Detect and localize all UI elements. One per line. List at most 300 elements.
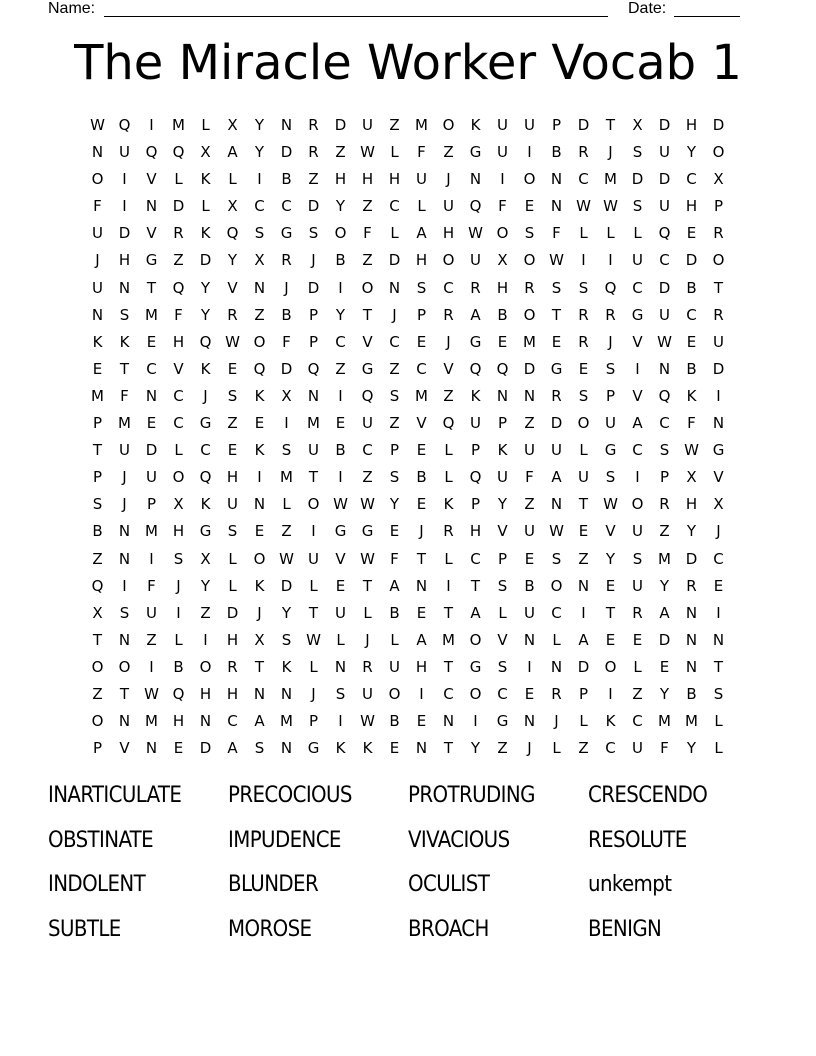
grid-letter: D bbox=[658, 630, 671, 649]
grid-letter: O bbox=[91, 712, 104, 731]
grid-letter: X bbox=[713, 170, 724, 189]
grid-letter: D bbox=[280, 576, 293, 595]
word-list-item: PRECOCIOUS bbox=[228, 783, 352, 808]
grid-letter: N bbox=[685, 630, 698, 649]
grid-letter: X bbox=[713, 495, 724, 514]
grid-letter: U bbox=[362, 414, 373, 433]
grid-letter: C bbox=[389, 332, 400, 351]
grid-letter: B bbox=[335, 441, 346, 460]
grid-letter: G bbox=[361, 522, 374, 541]
grid-letter: D bbox=[712, 359, 725, 378]
word-list-item: OCULIST bbox=[408, 872, 490, 897]
grid-letter: X bbox=[254, 630, 265, 649]
grid-letter: T bbox=[605, 603, 616, 622]
grid-letter: L bbox=[309, 657, 318, 676]
word-list-item: BLUNDER bbox=[228, 872, 319, 897]
grid-letter: Q bbox=[469, 359, 482, 378]
grid-letter: A bbox=[389, 576, 400, 595]
grid-letter: R bbox=[227, 657, 238, 676]
grid-letter: O bbox=[631, 495, 644, 514]
grid-letter: Y bbox=[389, 495, 400, 514]
grid-letter: Q bbox=[604, 278, 617, 297]
grid-letter: E bbox=[578, 359, 589, 378]
grid-letter: V bbox=[146, 170, 157, 189]
grid-letter: L bbox=[633, 657, 642, 676]
grid-letter: T bbox=[605, 116, 616, 134]
grid-letter: Z bbox=[362, 468, 373, 487]
grid-letter: I bbox=[635, 468, 640, 487]
grid-letter: K bbox=[281, 657, 292, 676]
grid-letter: Q bbox=[172, 684, 185, 703]
grid-letter: A bbox=[416, 630, 427, 649]
grid-letter: J bbox=[176, 576, 181, 595]
grid-letter: C bbox=[713, 549, 724, 568]
grid-letter: Z bbox=[362, 251, 373, 270]
grid-letter: I bbox=[500, 170, 505, 189]
grid-letter: C bbox=[443, 278, 454, 297]
grid-letter: L bbox=[201, 116, 210, 134]
grid-letter: T bbox=[362, 305, 373, 324]
grid-letter: I bbox=[122, 170, 127, 189]
grid-letter: S bbox=[281, 441, 292, 460]
grid-letter: W bbox=[576, 197, 591, 216]
grid-letter: Q bbox=[307, 359, 320, 378]
grid-letter: T bbox=[308, 468, 319, 487]
grid-letter: C bbox=[659, 414, 670, 433]
grid-letter: E bbox=[389, 522, 400, 541]
grid-letter: Z bbox=[524, 414, 535, 433]
grid-letter: V bbox=[173, 359, 184, 378]
grid-letter: H bbox=[361, 170, 374, 189]
grid-letter: R bbox=[308, 143, 319, 162]
grid-letter: Z bbox=[443, 386, 454, 405]
grid-letter: L bbox=[579, 224, 588, 243]
grid-letter: B bbox=[686, 359, 697, 378]
word-list-item: CRESCENDO bbox=[588, 783, 708, 808]
grid-letter: I bbox=[122, 576, 127, 595]
grid-letter: J bbox=[311, 251, 316, 270]
grid-letter: X bbox=[254, 251, 265, 270]
grid-letter: Q bbox=[469, 197, 482, 216]
grid-letter: R bbox=[281, 251, 292, 270]
grid-letter: L bbox=[390, 143, 399, 162]
grid-letter: A bbox=[227, 143, 238, 162]
grid-letter: I bbox=[446, 576, 451, 595]
grid-letter: I bbox=[203, 630, 208, 649]
grid-letter: C bbox=[173, 386, 184, 405]
grid-letter: K bbox=[119, 332, 130, 351]
grid-letter: E bbox=[686, 332, 697, 351]
grid-letter: T bbox=[443, 657, 454, 676]
grid-letter: H bbox=[172, 522, 185, 541]
word-list-item: SUBTLE bbox=[48, 916, 121, 942]
grid-letter: O bbox=[712, 143, 725, 162]
grid-letter: Z bbox=[524, 495, 535, 514]
grid-letter: N bbox=[523, 630, 536, 649]
grid-letter: R bbox=[524, 278, 535, 297]
grid-letter: S bbox=[605, 468, 616, 487]
grid-letter: T bbox=[443, 603, 454, 622]
grid-letter: E bbox=[146, 332, 157, 351]
grid-letter: P bbox=[92, 739, 103, 758]
grid-letter: E bbox=[227, 441, 238, 460]
grid-letter: E bbox=[497, 332, 508, 351]
grid-letter: I bbox=[419, 684, 424, 703]
grid-letter: I bbox=[257, 468, 262, 487]
grid-letter: M bbox=[685, 712, 698, 731]
grid-letter: Y bbox=[659, 684, 670, 703]
grid-letter: Y bbox=[281, 603, 292, 622]
grid-letter: N bbox=[550, 495, 563, 514]
grid-letter: N bbox=[415, 576, 428, 595]
grid-letter: C bbox=[470, 549, 481, 568]
grid-letter: F bbox=[687, 414, 696, 433]
grid-letter: W bbox=[279, 549, 294, 568]
grid-letter: T bbox=[119, 359, 130, 378]
grid-letter: Q bbox=[496, 359, 509, 378]
grid-letter: H bbox=[334, 170, 347, 189]
grid-letter: P bbox=[497, 414, 508, 433]
grid-letter: T bbox=[362, 576, 373, 595]
grid-letter: M bbox=[415, 386, 428, 405]
grid-letter: N bbox=[469, 170, 482, 189]
grid-letter: S bbox=[173, 549, 184, 568]
grid-letter: K bbox=[254, 386, 265, 405]
grid-letter: H bbox=[469, 522, 482, 541]
grid-letter: U bbox=[389, 657, 400, 676]
grid-letter: G bbox=[469, 657, 482, 676]
grid-letter: M bbox=[280, 468, 293, 487]
grid-letter: U bbox=[632, 251, 643, 270]
grid-letter: C bbox=[632, 441, 643, 460]
grid-letter: S bbox=[632, 549, 643, 568]
grid-letter: V bbox=[362, 332, 373, 351]
grid-letter: O bbox=[91, 170, 104, 189]
grid-letter: W bbox=[360, 549, 375, 568]
grid-letter: H bbox=[172, 332, 185, 351]
grid-letter: Y bbox=[686, 739, 697, 758]
grid-letter: G bbox=[145, 251, 158, 270]
grid-letter: O bbox=[334, 224, 347, 243]
grid-letter: V bbox=[443, 359, 454, 378]
grid-letter: F bbox=[552, 224, 561, 243]
grid-letter: E bbox=[605, 630, 616, 649]
grid-letter: T bbox=[443, 739, 454, 758]
grid-letter: Z bbox=[389, 414, 400, 433]
grid-letter: N bbox=[712, 630, 725, 649]
grid-letter: H bbox=[199, 684, 212, 703]
grid-letter: W bbox=[657, 332, 672, 351]
grid-letter: V bbox=[416, 414, 427, 433]
grid-letter: A bbox=[470, 603, 481, 622]
grid-letter: U bbox=[416, 170, 427, 189]
grid-letter: J bbox=[95, 251, 100, 270]
grid-letter: Z bbox=[146, 630, 157, 649]
grid-letter: W bbox=[603, 197, 618, 216]
grid-letter: P bbox=[605, 386, 616, 405]
grid-letter: P bbox=[659, 468, 670, 487]
grid-letter: Q bbox=[199, 332, 212, 351]
grid-letter: Z bbox=[335, 143, 346, 162]
grid-letter: F bbox=[120, 386, 129, 405]
grid-letter: S bbox=[713, 684, 724, 703]
grid-letter: E bbox=[254, 522, 265, 541]
grid-letter: B bbox=[416, 468, 427, 487]
grid-letter: R bbox=[173, 224, 184, 243]
grid-letter: H bbox=[172, 712, 185, 731]
grid-letter: N bbox=[307, 386, 320, 405]
grid-letter: S bbox=[119, 603, 130, 622]
grid-letter: G bbox=[469, 143, 482, 162]
grid-letter: O bbox=[307, 495, 320, 514]
grid-letter: Q bbox=[172, 278, 185, 297]
grid-letter: T bbox=[308, 603, 319, 622]
grid-letter: N bbox=[145, 739, 158, 758]
grid-letter: D bbox=[145, 441, 158, 460]
grid-letter: G bbox=[496, 712, 509, 731]
grid-letter: O bbox=[442, 251, 455, 270]
grid-letter: N bbox=[712, 414, 725, 433]
grid-letter: D bbox=[712, 116, 725, 134]
grid-letter: Z bbox=[389, 359, 400, 378]
grid-letter: H bbox=[226, 468, 239, 487]
grid-letter: K bbox=[443, 495, 454, 514]
grid-letter: Y bbox=[470, 739, 481, 758]
grid-letter: I bbox=[122, 197, 127, 216]
grid-letter: U bbox=[362, 684, 373, 703]
grid-letter: D bbox=[685, 549, 698, 568]
grid-letter: S bbox=[227, 386, 238, 405]
grid-letter: D bbox=[307, 278, 320, 297]
grid-letter: Q bbox=[658, 386, 671, 405]
grid-letter: J bbox=[392, 305, 397, 324]
grid-letter: U bbox=[524, 522, 535, 541]
grid-letter: O bbox=[442, 116, 455, 134]
grid-letter: N bbox=[280, 684, 293, 703]
grid-letter: R bbox=[551, 386, 562, 405]
grid-letter: K bbox=[254, 441, 265, 460]
grid-letter: Q bbox=[658, 224, 671, 243]
grid-letter: R bbox=[713, 224, 724, 243]
word-list-item: MOROSE bbox=[228, 916, 312, 942]
grid-letter: E bbox=[389, 739, 400, 758]
grid-letter: B bbox=[551, 143, 562, 162]
grid-letter: C bbox=[578, 170, 589, 189]
word-list-item: BROACH bbox=[408, 916, 489, 942]
grid-letter: G bbox=[361, 359, 374, 378]
grid-letter: V bbox=[146, 224, 157, 243]
grid-letter: N bbox=[523, 712, 536, 731]
grid-letter: E bbox=[146, 414, 157, 433]
grid-letter: X bbox=[200, 549, 211, 568]
grid-letter: N bbox=[118, 549, 131, 568]
grid-letter: J bbox=[608, 332, 613, 351]
grid-letter: L bbox=[336, 630, 345, 649]
grid-letter: U bbox=[659, 305, 670, 324]
grid-letter: L bbox=[606, 224, 615, 243]
grid-letter: O bbox=[523, 170, 536, 189]
grid-letter: S bbox=[551, 549, 562, 568]
grid-letter: W bbox=[549, 251, 564, 270]
grid-letter: Y bbox=[686, 143, 697, 162]
grid-letter: N bbox=[253, 684, 266, 703]
grid-letter: N bbox=[253, 495, 266, 514]
grid-letter: R bbox=[443, 305, 454, 324]
grid-letter: E bbox=[686, 224, 697, 243]
grid-letter: N bbox=[415, 739, 428, 758]
grid-letter: B bbox=[281, 170, 292, 189]
grid-letter: Y bbox=[254, 116, 265, 134]
grid-letter: I bbox=[338, 468, 343, 487]
grid-letter: U bbox=[551, 441, 562, 460]
grid-letter: D bbox=[199, 251, 212, 270]
grid-letter: J bbox=[203, 386, 208, 405]
grid-letter: B bbox=[173, 657, 184, 676]
word-list bbox=[48, 778, 768, 956]
grid-letter: S bbox=[632, 197, 643, 216]
grid-letter: C bbox=[659, 251, 670, 270]
grid-letter: V bbox=[632, 386, 643, 405]
grid-letter: L bbox=[579, 441, 588, 460]
grid-letter: H bbox=[226, 630, 239, 649]
grid-letter: Y bbox=[497, 495, 508, 514]
grid-letter: U bbox=[632, 739, 643, 758]
grid-letter: W bbox=[333, 495, 348, 514]
grid-letter: Q bbox=[253, 359, 266, 378]
grid-letter: E bbox=[524, 549, 535, 568]
grid-letter: I bbox=[581, 603, 586, 622]
grid-letter: M bbox=[658, 549, 671, 568]
grid-letter: N bbox=[685, 657, 698, 676]
grid-letter: D bbox=[172, 197, 185, 216]
grid-letter: E bbox=[227, 359, 238, 378]
grid-letter: B bbox=[686, 278, 697, 297]
grid-letter: H bbox=[415, 657, 428, 676]
grid-letter: K bbox=[362, 739, 373, 758]
grid-letter: T bbox=[92, 441, 103, 460]
grid-letter: Z bbox=[92, 549, 103, 568]
grid-letter: I bbox=[311, 522, 316, 541]
grid-letter: D bbox=[280, 359, 293, 378]
grid-letter: N bbox=[577, 576, 590, 595]
grid-letter: L bbox=[228, 576, 237, 595]
grid-letter: N bbox=[334, 657, 347, 676]
grid-letter: N bbox=[442, 712, 455, 731]
grid-letter: U bbox=[524, 116, 535, 134]
grid-letter: R bbox=[713, 305, 724, 324]
grid-letter: C bbox=[632, 278, 643, 297]
header bbox=[48, 0, 748, 20]
grid-letter: N bbox=[280, 739, 293, 758]
grid-letter: Y bbox=[200, 576, 211, 595]
grid-letter: T bbox=[254, 657, 265, 676]
grid-letter: N bbox=[145, 197, 158, 216]
grid-letter: L bbox=[282, 495, 291, 514]
grid-letter: B bbox=[335, 251, 346, 270]
grid-letter: X bbox=[200, 143, 211, 162]
grid-letter: U bbox=[632, 522, 643, 541]
grid-letter: C bbox=[551, 603, 562, 622]
grid-letter: O bbox=[253, 332, 266, 351]
grid-letter: I bbox=[581, 251, 586, 270]
grid-letter: E bbox=[551, 332, 562, 351]
grid-letter: Y bbox=[659, 576, 670, 595]
grid-letter: G bbox=[469, 332, 482, 351]
grid-letter: I bbox=[149, 549, 154, 568]
grid-letter: N bbox=[145, 386, 158, 405]
grid-letter: Q bbox=[469, 468, 482, 487]
grid-letter: C bbox=[227, 712, 238, 731]
grid-letter: D bbox=[577, 657, 590, 676]
grid-letter: I bbox=[527, 657, 532, 676]
grid-letter: K bbox=[200, 495, 211, 514]
grid-letter: B bbox=[92, 522, 103, 541]
grid-letter: V bbox=[497, 522, 508, 541]
grid-letter: O bbox=[91, 657, 104, 676]
grid-letter: D bbox=[280, 143, 293, 162]
grid-letter: W bbox=[468, 224, 483, 243]
grid-letter: S bbox=[416, 278, 427, 297]
grid-letter: O bbox=[523, 251, 536, 270]
grid-letter: U bbox=[578, 468, 589, 487]
grid-letter: U bbox=[497, 468, 508, 487]
grid-letter: M bbox=[145, 522, 158, 541]
grid-letter: P bbox=[416, 305, 427, 324]
grid-letter: Y bbox=[686, 522, 697, 541]
date-write-line bbox=[674, 16, 740, 17]
grid-letter: I bbox=[257, 170, 262, 189]
grid-letter: V bbox=[119, 739, 130, 758]
grid-letter: L bbox=[444, 468, 453, 487]
grid-letter: J bbox=[554, 712, 559, 731]
grid-letter: G bbox=[199, 414, 212, 433]
grid-letter: L bbox=[309, 576, 318, 595]
grid-letter: H bbox=[685, 495, 698, 514]
grid-letter: I bbox=[473, 712, 478, 731]
grid-letter: A bbox=[659, 603, 670, 622]
grid-letter: J bbox=[311, 684, 316, 703]
grid-letter: L bbox=[363, 603, 372, 622]
grid-letter: J bbox=[257, 603, 262, 622]
grid-letter: V bbox=[605, 522, 616, 541]
grid-letter: E bbox=[416, 712, 427, 731]
grid-letter: I bbox=[338, 278, 343, 297]
grid-letter: I bbox=[338, 712, 343, 731]
grid-letter: G bbox=[280, 224, 293, 243]
grid-letter: O bbox=[550, 576, 563, 595]
grid-letter: Z bbox=[389, 116, 400, 134]
grid-letter: L bbox=[552, 739, 561, 758]
grid-letter: T bbox=[146, 278, 157, 297]
grid-letter: I bbox=[284, 414, 289, 433]
grid-letter: D bbox=[118, 224, 131, 243]
grid-letter: U bbox=[497, 143, 508, 162]
grid-letter: O bbox=[604, 657, 617, 676]
grid-letter: E bbox=[578, 522, 589, 541]
grid-letter: S bbox=[632, 143, 643, 162]
grid-letter: Z bbox=[335, 359, 346, 378]
grid-letter: Y bbox=[200, 278, 211, 297]
grid-letter: N bbox=[118, 712, 131, 731]
grid-letter: C bbox=[416, 359, 427, 378]
grid-letter: M bbox=[442, 630, 455, 649]
grid-letter: X bbox=[92, 603, 103, 622]
grid-letter: A bbox=[551, 468, 562, 487]
grid-letter: E bbox=[416, 441, 427, 460]
grid-letter: C bbox=[605, 739, 616, 758]
grid-letter: H bbox=[496, 278, 509, 297]
grid-letter: O bbox=[361, 278, 374, 297]
